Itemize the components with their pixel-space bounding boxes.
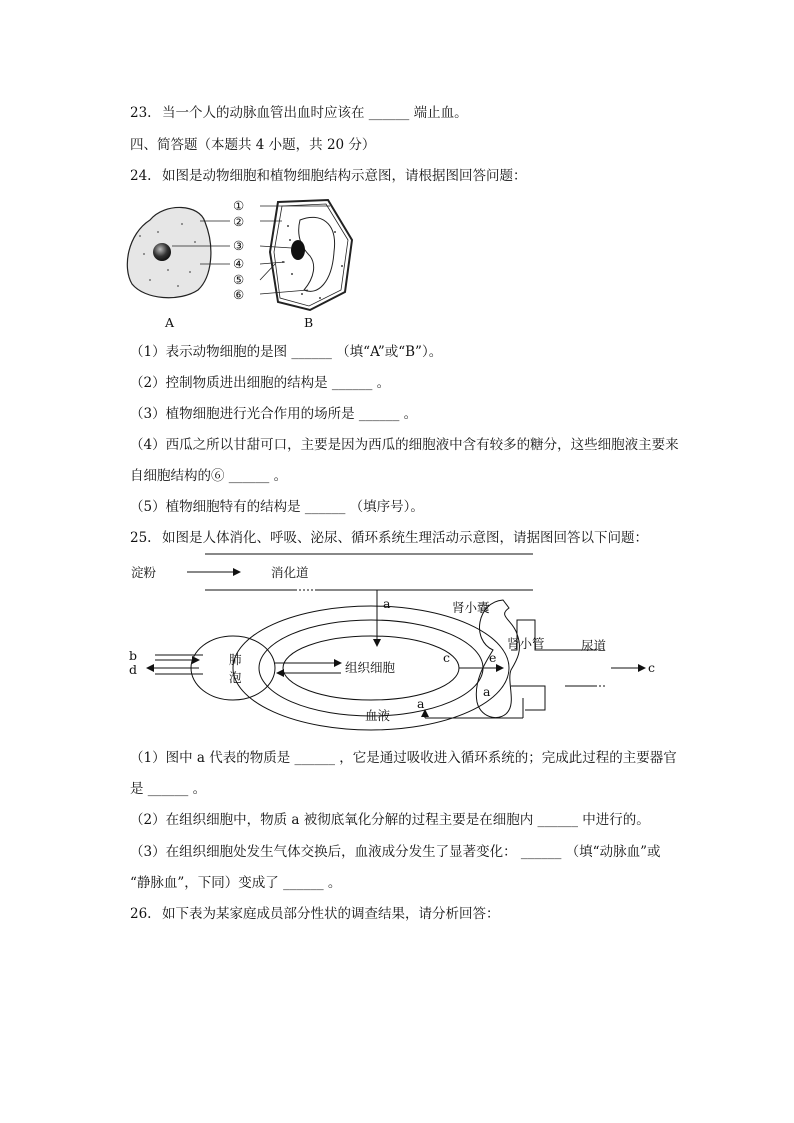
question-number: 25. — [130, 530, 152, 546]
label-renal-capsule: 肾小囊 — [452, 600, 490, 615]
q24-sub5: （5）植物细胞特有的结构是 ______ （填序号）。 — [130, 499, 424, 515]
section-title: 四、简答题（本题共 4 小题，共 20 分） — [130, 137, 376, 153]
q25-sub3b: “静脉血”，下同）变成了 ______ 。 — [130, 875, 342, 891]
label-urethra: 尿道 — [581, 638, 607, 653]
label-a-kidney: a — [483, 684, 491, 699]
label-a-bottom: a — [417, 696, 425, 711]
label-1: ① — [233, 198, 245, 213]
question-number: 23. — [130, 105, 152, 121]
label-6: ⑥ — [233, 287, 245, 302]
label-c-mid: c — [443, 650, 451, 665]
label-4: ④ — [233, 256, 245, 271]
question-text: 如图是动物细胞和植物细胞结构示意图，请根据图回答问题： — [162, 168, 527, 184]
label-b: b — [129, 648, 138, 663]
q25-sub1a: （1）图中 a 代表的物质是 ______ ，它是通过吸收进入循环系统的；完成此过程的主要器官 — [130, 750, 677, 766]
question-text: 如图是人体消化、呼吸、泌尿、循环系统生理活动示意图，请据图回答以下问题： — [162, 530, 648, 546]
question-text: 当一个人的动脉血管出血时应该在 ______ 端止血。 — [162, 105, 468, 121]
q24-sub3: （3）植物细胞进行光合作用的场所是 ______ 。 — [130, 406, 418, 422]
label-c-right: c — [648, 660, 656, 675]
q24-sub2: （2）控制物质进出细胞的结构是 ______ 。 — [130, 375, 391, 391]
question-23 — [130, 103, 468, 123]
question-text: 如下表为某家庭成员部分性状的调查结果，请分析回答： — [162, 906, 500, 922]
question-number: 26. — [130, 906, 152, 922]
q25-sub3a: （3）在组织细胞处发生气体交换后，血液成分发生了显著变化： ______ （填“动脉血”或 — [130, 844, 661, 860]
label-blood: 血液 — [365, 708, 391, 723]
q24-sub1: （1）表示动物细胞的是图 ______ （填“A”或“B”）。 — [130, 344, 443, 360]
question-26 — [130, 904, 500, 924]
q24-sub4a: （4）西瓜之所以甘甜可口，主要是因为西瓜的细胞液中含有较多的糖分，这些细胞液主要来 — [130, 437, 679, 453]
label-e: e — [489, 650, 497, 665]
cell-diagram — [120, 192, 370, 337]
caption-a: A — [165, 315, 175, 330]
question-number: 24. — [130, 168, 152, 184]
label-tissue-cell: 组织细胞 — [345, 660, 396, 675]
label-3: ③ — [233, 238, 245, 253]
label-digestive: 消化道 — [271, 565, 309, 580]
label-a-top: a — [383, 596, 391, 611]
label-d: d — [129, 662, 138, 677]
label-starch: 淀粉 — [131, 565, 157, 580]
q25-sub2: （2）在组织细胞中，物质 a 被彻底氧化分解的过程主要是在细胞内 ______ 中进行的。 — [130, 812, 650, 828]
renal-capsule — [476, 600, 519, 718]
label-5: ⑤ — [233, 272, 245, 287]
q25-sub1b: 是 ______ 。 — [130, 781, 207, 797]
label-alveoli-2: 泡 — [229, 670, 242, 685]
animal-nucleus — [153, 243, 171, 261]
q24-sub4b: 自细胞结构的⑥ ______ 。 — [130, 468, 288, 484]
caption-b: B — [304, 315, 314, 330]
label-alveoli-1: 肺 — [229, 652, 242, 667]
plant-nucleus — [291, 240, 305, 260]
label-renal-tubule: 肾小管 — [507, 636, 545, 651]
question-25 — [130, 528, 648, 548]
label-2: ② — [233, 214, 245, 229]
body-systems-diagram — [125, 550, 670, 735]
question-24 — [130, 166, 527, 186]
